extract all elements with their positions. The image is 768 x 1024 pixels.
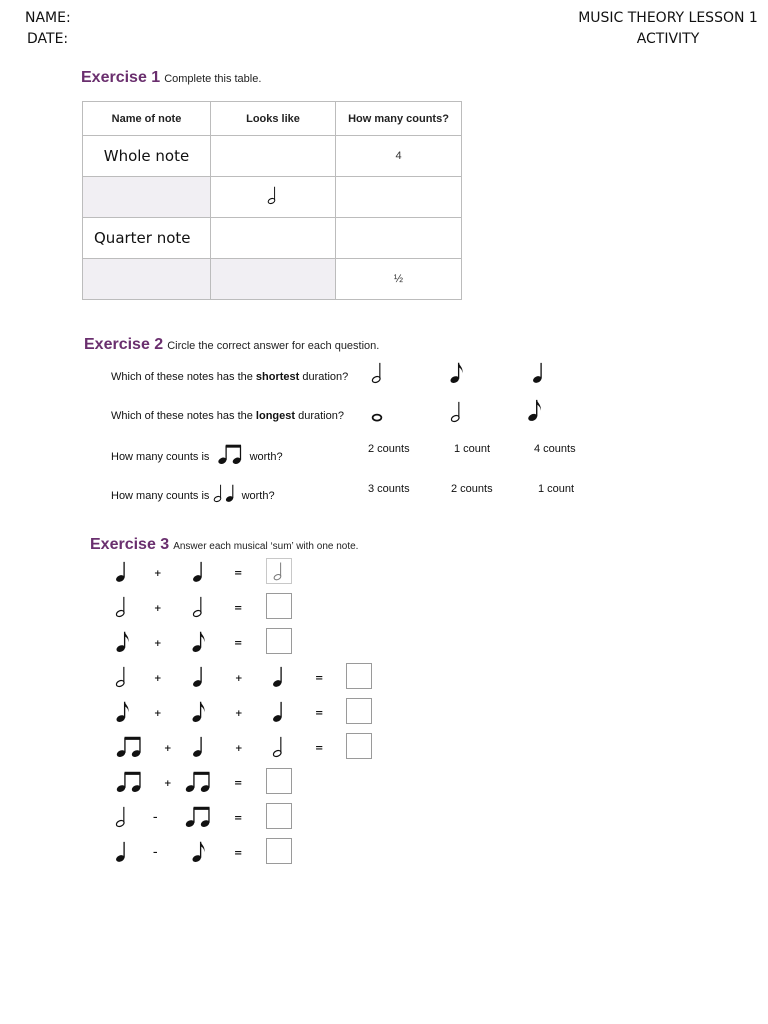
question-emphasis: longest [255,410,296,422]
eighth-note-icon [191,630,206,653]
equals-sign: = [315,708,324,719]
quarter-note-icon [192,560,206,583]
header-looks-like: Looks like [211,102,336,136]
exercise2-heading [84,336,379,354]
answer-box[interactable] [346,663,372,689]
answer-1-count[interactable]: 1 count [454,443,491,455]
question-emphasis: shortest [255,371,300,383]
half-note-icon [272,735,286,758]
row4-name[interactable] [83,259,211,300]
plus-sign: + [235,674,243,684]
question-text: worth? [249,451,283,463]
eighth-note-icon[interactable] [527,398,542,422]
half-note-icon [115,805,129,828]
row3-counts[interactable] [336,218,462,259]
exercise3-heading [90,536,358,554]
row1-looks-like[interactable] [211,136,336,177]
answer-box[interactable] [266,768,292,794]
quarter-note-icon [272,700,286,723]
question-text: duration? [299,371,349,383]
answer-box[interactable] [266,558,292,584]
eighth-note-icon[interactable] [449,361,464,384]
equals-sign: = [315,743,324,754]
question-1 [111,371,348,383]
answer-box[interactable] [266,803,292,829]
whole-note-icon[interactable] [370,400,384,423]
equals-sign: = [315,673,324,684]
plus-sign: + [154,674,162,684]
question-4 [111,483,275,503]
exercise3-title: Exercise 3 [90,536,170,553]
exercise1-title: Exercise 1 [81,69,161,86]
half-note-icon [115,595,129,618]
question-3 [111,443,283,465]
equals-sign: = [234,568,243,579]
plus-sign: + [154,709,162,719]
quarter-note-icon [192,665,206,688]
row1-counts[interactable]: 4 [336,136,462,177]
beamed-eighth-notes-icon [215,443,245,465]
exercise1-instruction: Complete this table. [164,73,262,85]
table-row [83,136,462,177]
quarter-note-icon [115,560,129,583]
plus-sign: + [164,744,172,754]
minus-sign: – [153,848,158,858]
question-text: duration? [295,410,344,422]
row3-looks-like[interactable] [211,218,336,259]
answer-3-counts[interactable]: 3 counts [368,483,410,495]
table-row [83,259,462,300]
table-row [83,177,462,218]
exercise1-heading [81,69,261,87]
note-table [82,101,462,300]
beamed-eighth-notes-icon [115,770,143,793]
answer-box[interactable] [266,838,292,864]
equals-sign: = [234,778,243,789]
date-label: DATE: [27,31,69,47]
row3-name[interactable]: Quarter note [83,218,211,259]
header-how-many-counts: How many counts? [336,102,462,136]
answer-box[interactable] [346,698,372,724]
half-note-icon[interactable] [371,361,385,384]
half-note-icon [213,483,225,503]
question-text: Which of these notes has the [111,410,256,422]
half-note-icon [192,595,206,618]
equals-sign: = [234,603,243,614]
equals-sign: = [234,638,243,649]
half-note-icon[interactable] [450,400,464,423]
eighth-note-icon [191,700,206,723]
question-text: How many counts is [111,451,210,463]
plus-sign: + [164,779,172,789]
half-note-icon [115,665,129,688]
quarter-note-icon [115,840,129,863]
answer-1-count[interactable]: 1 count [538,483,575,495]
plus-sign: + [235,709,243,719]
beamed-eighth-notes-icon [115,735,143,758]
answer-box[interactable] [266,628,292,654]
lesson-title: MUSIC THEORY LESSON 1 [578,10,758,26]
row1-name[interactable]: Whole note [83,136,211,177]
plus-sign: + [154,569,162,579]
row2-looks-like[interactable] [211,177,336,218]
answer-2-counts[interactable]: 2 counts [451,483,493,495]
question-2 [111,410,344,422]
question-text: worth? [241,490,275,502]
quarter-note-icon [272,665,286,688]
eighth-note-icon [115,700,130,723]
table-row [83,218,462,259]
activity-label: ACTIVITY [636,31,700,47]
equals-sign: = [234,848,243,859]
name-label: NAME: [25,10,71,26]
half-note-icon [267,185,279,205]
row2-counts[interactable] [336,177,462,218]
quarter-note-icon [192,735,206,758]
plus-sign: + [154,604,162,614]
equals-sign: = [234,813,243,824]
exercise3-instruction: Answer each musical ‘sum’ with one note. [173,541,359,552]
answer-2-counts[interactable]: 2 counts [368,443,410,455]
quarter-note-icon[interactable] [532,361,546,384]
question-text: How many counts is [111,490,210,502]
eighth-note-icon [115,630,130,653]
answer-4-counts[interactable]: 4 counts [534,443,576,455]
plus-sign: + [235,744,243,754]
plus-sign: + [154,639,162,649]
beamed-eighth-notes-icon [184,770,212,793]
answer-box[interactable] [266,593,292,619]
quarter-note-icon [225,483,237,503]
exercise2-instruction: Circle the correct answer for each question. [167,340,380,352]
eighth-note-icon [191,840,206,863]
row4-counts[interactable]: ½ [336,259,462,300]
minus-sign: – [153,813,158,823]
row2-name[interactable] [83,177,211,218]
row4-looks-like[interactable] [211,259,336,300]
answer-box[interactable] [346,733,372,759]
question-text: Which of these notes has the [111,371,256,383]
header-name-of-note: Name of note [83,102,211,136]
half-note-icon [272,561,286,581]
beamed-eighth-notes-icon [184,805,212,828]
exercise2-title: Exercise 2 [84,336,164,353]
